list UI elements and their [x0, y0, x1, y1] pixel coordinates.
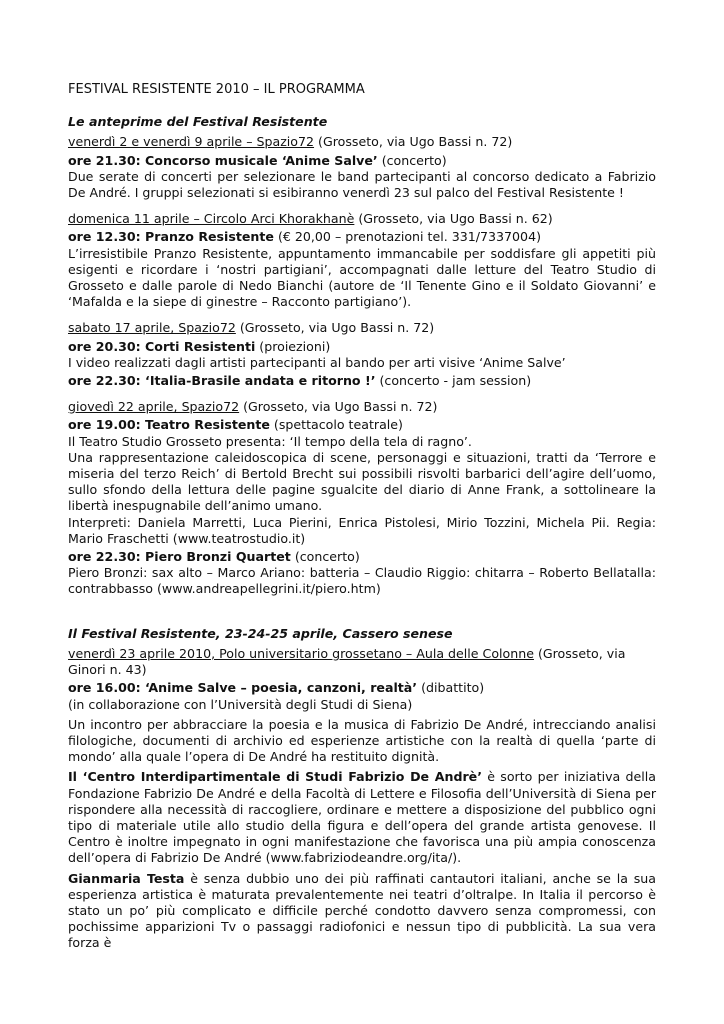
- block-place: (Grosseto, via Ugo Bassi n. 72): [239, 399, 438, 415]
- event-title-line: [68, 549, 656, 565]
- festival-event-title-line: [68, 680, 656, 696]
- block-date-line: [68, 399, 656, 415]
- centro-name: Il ‘Centro Interdipartimentale di Studi Fabrizio De Andrè’: [68, 769, 482, 785]
- event-note: (concerto): [290, 549, 360, 565]
- festival-event-title: ore 16.00: ‘Anime Salve – poesia, canzoni, realtà’: [68, 680, 418, 696]
- event-note: (spettacolo teatrale): [269, 417, 403, 433]
- event-note: (concerto): [377, 152, 447, 168]
- block-date: sabato 17 aprile, Spazio72: [68, 320, 236, 336]
- event-note: (€ 20,00 – prenotazioni tel. 331/7337004): [273, 229, 541, 245]
- event-title-line: [68, 417, 656, 433]
- block-date-line: [68, 211, 656, 227]
- event-title: ore 19.00: Teatro Resistente: [68, 417, 270, 433]
- artist-text: è senza dubbio uno dei più raffinati cantautori italiani, anche se la sua esperienza artistica è maturata prevalentemente nei teatri d’oltralpe. In Italia il percorso è stato un po’ più complicato e difficile perché condotto davvero senza compromessi, con pochissime apparizioni Tv o passaggi radiofonici e nessun tipo di pubblicità. La sua vera forza è: [68, 870, 656, 951]
- event-title-line: [68, 339, 656, 355]
- festival-event-sub: (in collaborazione con l’Università degli Studi di Siena): [68, 696, 413, 712]
- block-date: giovedì 22 aprile, Spazio72: [68, 399, 240, 415]
- block-date-line: [68, 320, 656, 336]
- event-title: ore 20.30: Corti Resistenti: [68, 338, 256, 354]
- festival-paragraph-1: Un incontro per abbracciare la poesia e la musica di Fabrizio De André, intrecciando analisi filologiche, documenti di archivio ed esperienze artistiche con la realtà di quella ‘parte di mondo’ alla quale l’opera di De André ha restituito dignità.: [68, 716, 656, 765]
- program-block: [68, 320, 656, 389]
- event-text: Due serate di concerti per selezionare le band partecipanti al concorso dedicato a Fabrizio De André. I gruppi selezionati si esibiranno venerdì 23 sul palco del Festival Resistente !: [68, 168, 656, 201]
- block-date: venerdì 2 e venerdì 9 aprile – Spazio72: [68, 134, 315, 150]
- event-note: (concerto - jam session): [375, 373, 532, 389]
- event-text: I video realizzati dagli artisti partecipanti al bando per arti visive ‘Anime Salve’: [68, 354, 566, 370]
- event-text: L’irresistibile Pranzo Resistente, appuntamento immancabile per soddisfare gli appetiti più esigenti e ricordare i ‘nostri partigiani’, accompagnati dalle letture del Teatro Studio di Grosseto e dalle parole di Nedo Bianchi (autore de ‘Il Tenente Gino e il Soldato Giovanni’ e ‘Mafalda e la siepe di ginestre – Racconto partigiano’).: [68, 245, 656, 310]
- event-note: (proiezioni): [255, 338, 331, 354]
- event-title-line: [68, 229, 656, 245]
- document-page: [68, 82, 656, 956]
- block-place: (Grosseto, via Ugo Bassi n. 62): [354, 211, 553, 227]
- block-place: (Grosseto, via Ugo Bassi n. 72): [235, 320, 435, 336]
- event-title: ore 22.30: ‘Italia-Brasile andata e ritorno !’: [68, 373, 376, 389]
- block-date-line: [68, 134, 656, 150]
- festival-paragraph-3: [68, 871, 656, 952]
- event-title-line: [68, 153, 656, 169]
- event-text: Il Teatro Studio Grosseto presenta: ‘Il tempo della tela di ragno’. Una rappresentazione caleidoscopica di scene, personaggi e situazioni, tratti da ‘Terrore e miseria del terzo Reich’ di Bertold Brecht sui possibili risvolti barbarici dell’agire dell’uomo, sullo sfondo della lettura delle pagine sgualcite del diario di Anne Frank, a sottolineare la libertà inespugnabile dell’animo umano. Interpreti: Daniela Marretti, Luca Pierini, Enrica Pistolesi, Mirio Tozzini, Michela Pii. Regia: Mario Fraschetti (www.teatrostudio.it): [68, 433, 656, 546]
- event-text: Piero Bronzi: sax alto – Marco Ariano: batteria – Claudio Riggio: chitarra – Roberto Bellatalla: contrabbasso (www.andreapellegrini.it/piero.htm): [68, 565, 656, 597]
- festival-event-note: (dibattito): [417, 680, 485, 696]
- block-date: domenica 11 aprile – Circolo Arci Khorakhanè: [68, 211, 355, 227]
- event-title: ore 12.30: Pranzo Resistente: [68, 229, 274, 245]
- festival-date: venerdì 23 aprile 2010, Polo universitario grossetano – Aula delle Colonne: [68, 645, 534, 661]
- program-block: [68, 399, 656, 597]
- festival-place: (Grosseto, via Ginori n. 43): [68, 645, 626, 678]
- program-block: [68, 211, 656, 310]
- festival-paragraph-2: [68, 769, 656, 866]
- festival-heading: Il Festival Resistente, 23-24-25 aprile, Cassero senese: [68, 625, 453, 641]
- artist-name: Gianmaria Testa: [68, 870, 185, 886]
- centro-text: è sorto per iniziativa della Fondazione Fabrizio De André e della Facoltà di Lettere e Filosofia dell’Università di Siena per rispondere alla necessità di raccogliere, ordinare e mettere a disposizione del pubblico ogni tipo di materiale utile allo studio della figura e dell’opera del grande artista genovese. Il Centro è inoltre impegnato in ogni manifestazione che favorisca una più ampia conoscenza dell’opera di Fabrizio De André (www.fabriziodeandre.org/ita/).: [68, 769, 656, 866]
- program-block: [68, 134, 656, 201]
- anteprime-heading: Le anteprime del Festival Resistente: [68, 114, 328, 130]
- event-title-line: [68, 373, 656, 389]
- document-title: FESTIVAL RESISTENTE 2010 – IL PROGRAMMA: [68, 82, 365, 97]
- festival-date-line: [68, 646, 656, 678]
- event-title: ore 22.30: Piero Bronzi Quartet: [68, 549, 291, 565]
- event-title: ore 21.30: Concorso musicale ‘Anime Salve’: [68, 152, 378, 168]
- block-place: (Grosseto, via Ugo Bassi n. 72): [314, 134, 513, 150]
